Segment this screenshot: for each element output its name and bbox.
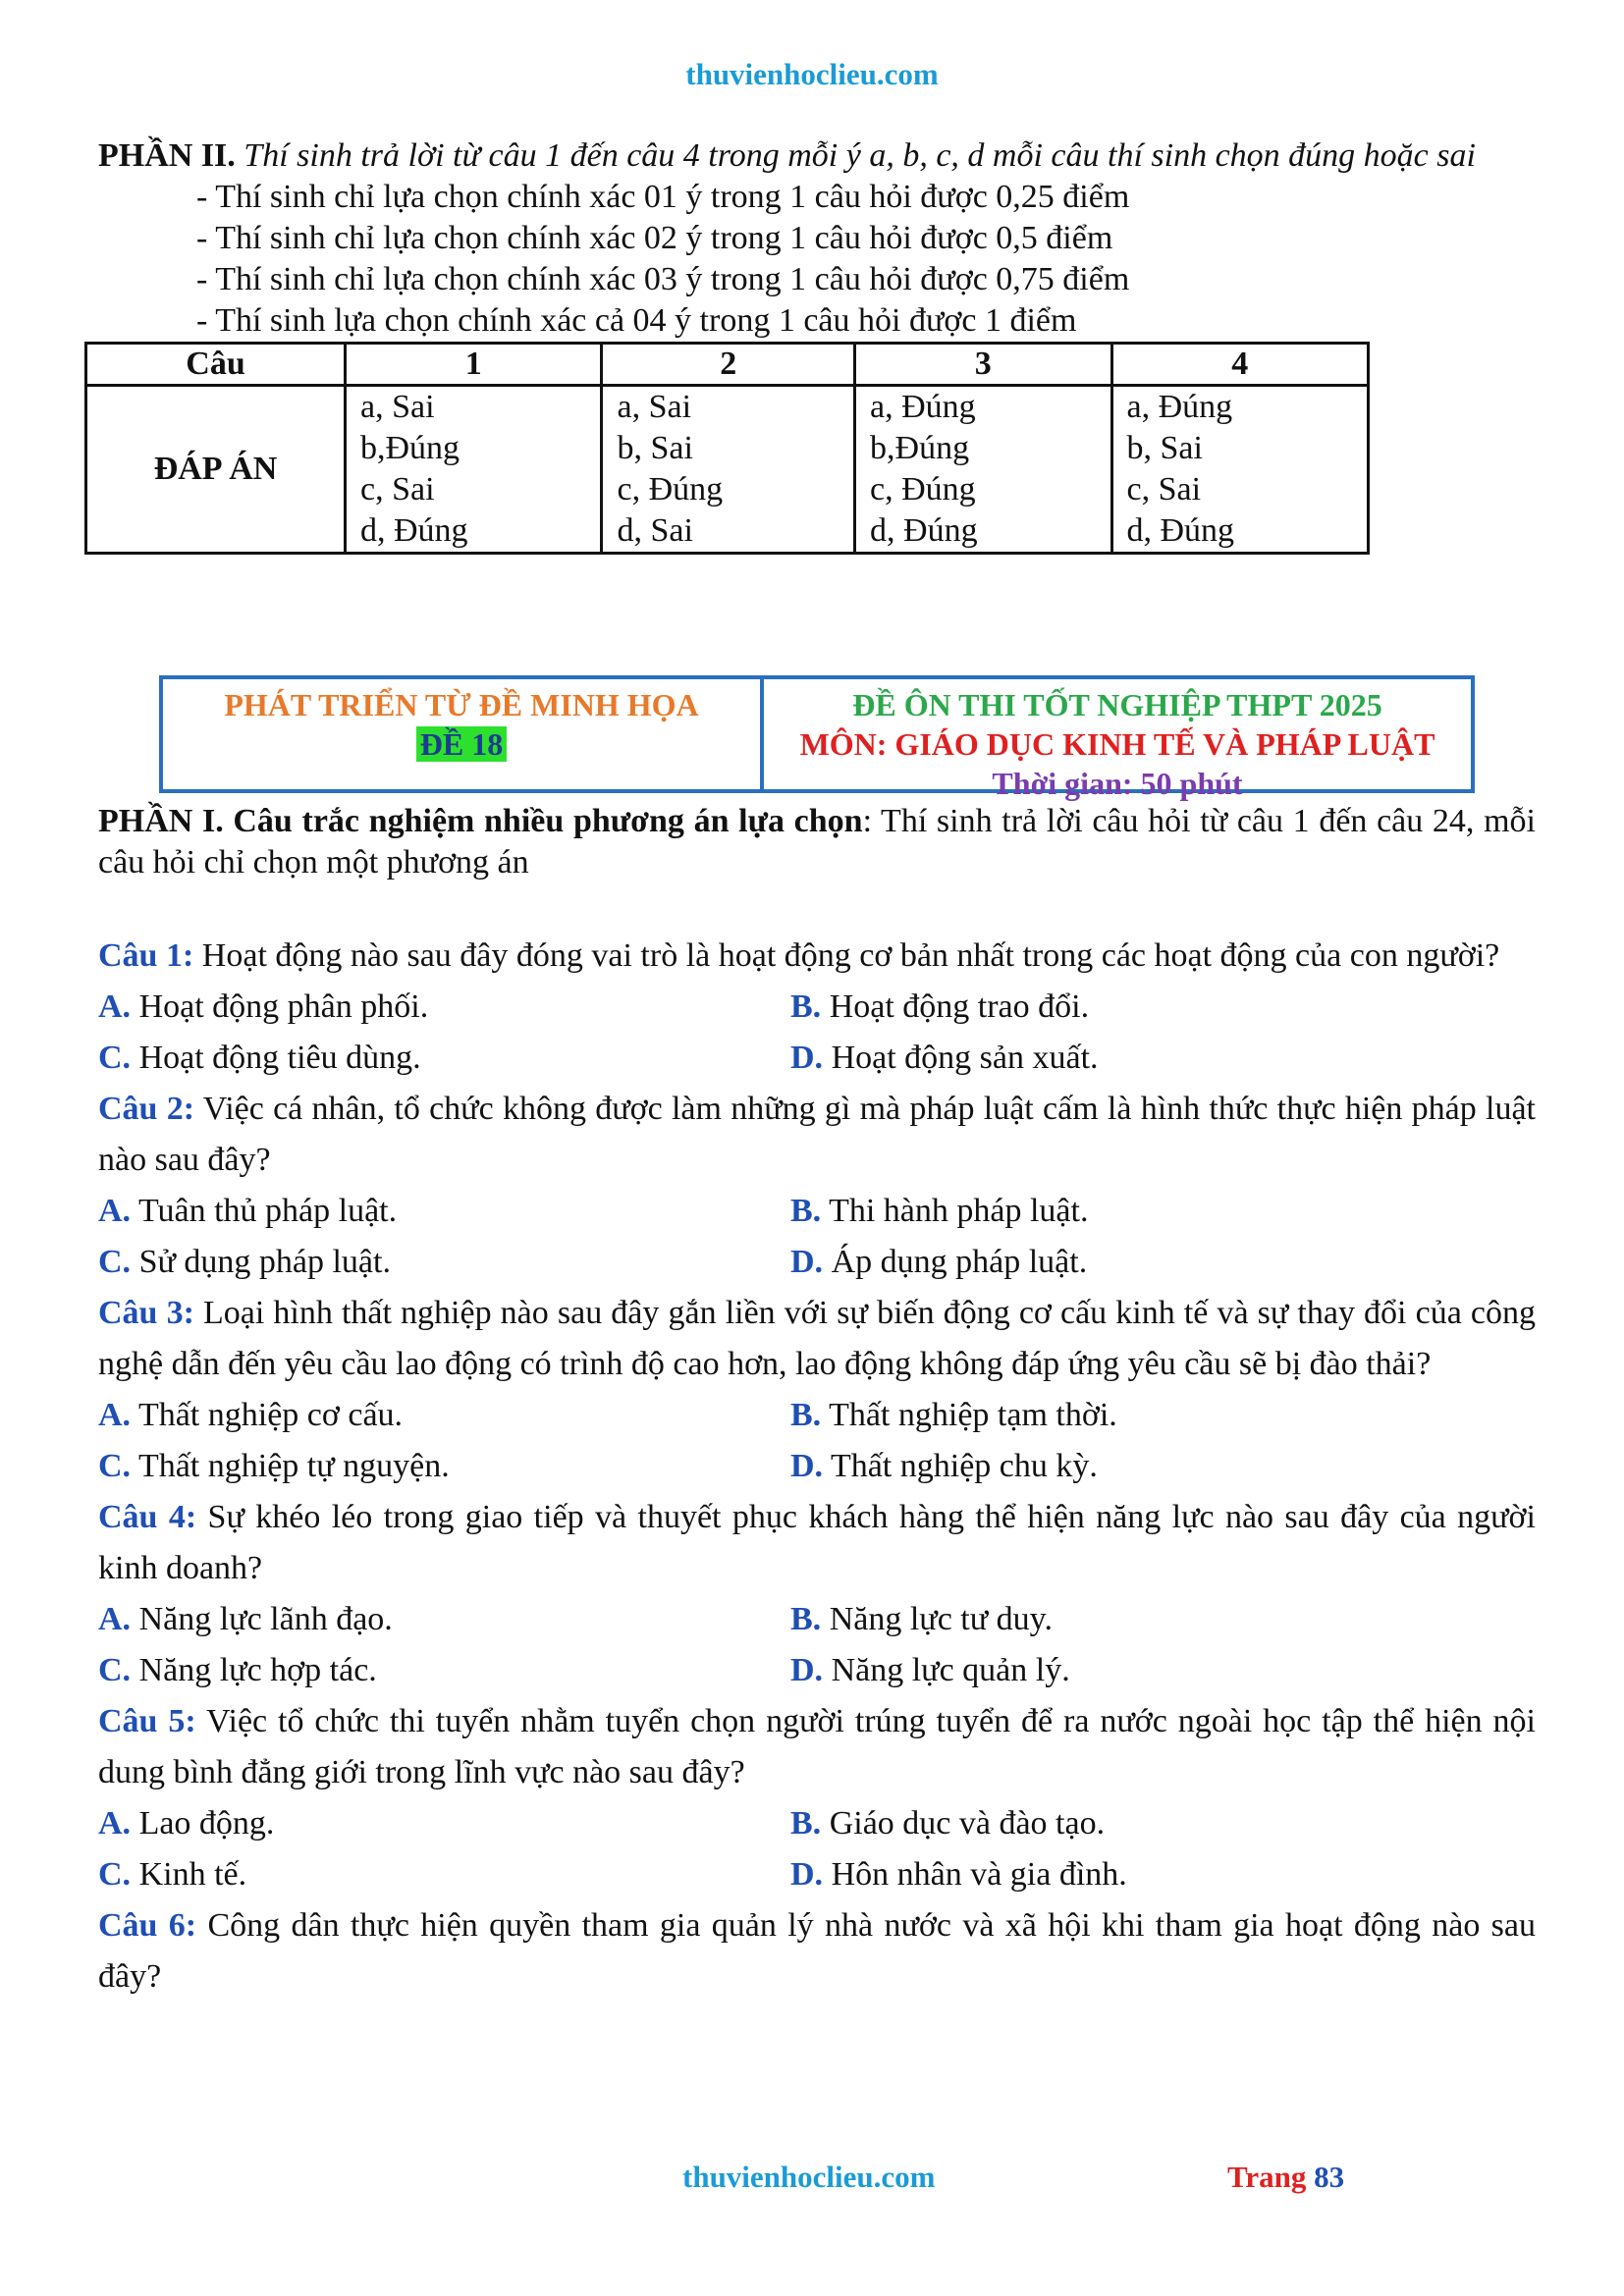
answer-item: a, Sai — [360, 389, 435, 425]
answer-option[interactable] — [790, 1237, 1483, 1288]
option-letter: B. — [790, 988, 822, 1025]
answer-option[interactable] — [98, 1237, 790, 1288]
answer-option[interactable] — [98, 1849, 790, 1900]
answer-table-header — [86, 344, 1369, 386]
answer-option[interactable] — [790, 1594, 1483, 1645]
answer-option[interactable] — [790, 1390, 1483, 1441]
option-letter: B. — [790, 1601, 822, 1637]
option-letter: C. — [98, 1244, 132, 1280]
part2-title-bold: PHẦN II. — [98, 137, 236, 174]
exam-title: ĐỀ ÔN THI TỐT NGHIỆP THPT 2025 — [852, 687, 1382, 722]
option-text: Thất nghiệp tạm thời. — [821, 1397, 1117, 1433]
header-col: 4 — [1111, 344, 1369, 386]
question-text — [98, 1084, 1536, 1186]
option-letter: B. — [790, 1805, 822, 1842]
question-text — [98, 1696, 1536, 1798]
question-list — [98, 931, 1536, 2002]
question-item — [98, 931, 1536, 1084]
question-item — [98, 1696, 1536, 1900]
exam-info — [764, 679, 1471, 801]
option-text: Thất nghiệp cơ cấu. — [131, 1397, 404, 1433]
part2-title-italic: Thí sinh trả lời từ câu 1 đến câu 4 trong mỗi ý a, b, c, d mỗi câu thí sinh chọn đúng hoặc sai — [244, 137, 1476, 174]
question-text — [98, 1900, 1536, 2002]
scoring-rule: - Thí sinh lựa chọn chính xác cả 04 ý trong 1 câu hỏi được 1 điểm — [196, 302, 1077, 339]
answer-option[interactable] — [98, 1186, 790, 1237]
part2-title — [98, 135, 1536, 177]
option-text: Năng lực lãnh đạo. — [131, 1601, 393, 1637]
part1-intro — [98, 801, 1536, 883]
answer-option[interactable] — [790, 1186, 1483, 1237]
option-row — [98, 1033, 1536, 1084]
option-text: Năng lực quản lý. — [823, 1652, 1070, 1688]
option-text: Thi hành pháp luật. — [821, 1193, 1089, 1229]
question-item — [98, 1492, 1536, 1696]
option-letter: D. — [790, 1244, 824, 1280]
option-letter: D. — [790, 1448, 824, 1484]
option-letter: A. — [98, 1805, 132, 1842]
answer-option[interactable] — [98, 1798, 790, 1849]
option-text: Sử dụng pháp luật. — [131, 1244, 391, 1280]
option-text: Hôn nhân và gia đình. — [823, 1856, 1127, 1893]
option-text: Thất nghiệp chu kỳ. — [823, 1448, 1098, 1484]
answer-item: b,Đúng — [360, 430, 460, 466]
answer-option[interactable] — [98, 1645, 790, 1696]
option-letter: D. — [790, 1040, 824, 1076]
answer-item: a, Đúng — [870, 389, 976, 425]
answer-item: d, Đúng — [1126, 512, 1235, 549]
exam-header-box — [159, 675, 1475, 801]
question-label: Câu 5: — [98, 1703, 196, 1739]
answer-item: d, Sai — [617, 512, 693, 549]
question-label: Câu 3: — [98, 1295, 194, 1331]
option-text: Kinh tế. — [131, 1856, 247, 1893]
option-letter: A. — [98, 1601, 132, 1637]
exam-subject: MÔN: GIÁO DỤC KINH TẾ VÀ PHÁP LUẬT — [799, 726, 1435, 762]
option-letter: B. — [790, 1397, 822, 1433]
answer-option[interactable] — [98, 1594, 790, 1645]
answer-table-row — [86, 386, 1369, 554]
answer-item: d, Đúng — [360, 512, 468, 549]
answer-item: a, Sai — [617, 389, 692, 425]
option-row — [98, 1594, 1536, 1645]
page-word: Trang — [1227, 2160, 1307, 2194]
option-text: Thất nghiệp tự nguyện. — [131, 1448, 450, 1484]
answer-item: c, Sai — [1126, 471, 1202, 507]
question-label: Câu 4: — [98, 1499, 197, 1535]
option-row — [98, 1849, 1536, 1900]
answer-item: b,Đúng — [870, 430, 970, 466]
exam-number: ĐỀ 18 — [416, 726, 507, 762]
option-text: Giáo dục và đào tạo. — [821, 1805, 1106, 1842]
part2-section — [98, 135, 1536, 555]
scoring-rule: - Thí sinh chỉ lựa chọn chính xác 02 ý trong 1 câu hỏi được 0,5 điểm — [196, 220, 1113, 256]
scoring-rule: - Thí sinh chỉ lựa chọn chính xác 03 ý trong 1 câu hỏi được 0,75 điểm — [196, 261, 1130, 297]
question-text — [98, 931, 1536, 982]
header-col: 3 — [855, 344, 1111, 386]
option-letter: A. — [98, 1397, 132, 1433]
question-item — [98, 1288, 1536, 1492]
option-letter: A. — [98, 988, 132, 1025]
option-letter: C. — [98, 1448, 132, 1484]
part1-intro-bold: PHẦN I. Câu trắc nghiệm nhiều phương án lựa chọn — [98, 803, 863, 839]
answer-cell — [1111, 386, 1369, 554]
answer-option[interactable] — [790, 1033, 1483, 1084]
exam-source — [163, 679, 764, 789]
exam-source-title: PHÁT TRIỂN TỪ ĐỀ MINH HỌA — [224, 687, 699, 722]
question-body: Loại hình thất nghiệp nào sau đây gắn liền với sự biến động cơ cấu kinh tế và sự thay đổi của công nghệ dẫn đến yêu cầu lao động có trình độ cao hơn, lao động không đáp ứng yêu cầu sẽ bị đào thải? — [98, 1295, 1536, 1382]
question-label: Câu 2: — [98, 1091, 195, 1127]
header-col: 1 — [346, 344, 602, 386]
answer-cell — [855, 386, 1111, 554]
answer-option[interactable] — [790, 1441, 1483, 1492]
scoring-rule: - Thí sinh chỉ lựa chọn chính xác 01 ý trong 1 câu hỏi được 0,25 điểm — [196, 179, 1130, 215]
option-row — [98, 982, 1536, 1033]
question-text — [98, 1492, 1536, 1594]
question-body: Hoạt động nào sau đây đóng vai trò là hoạt động cơ bản nhất trong các hoạt động của con người? — [193, 937, 1500, 974]
answer-cell — [346, 386, 602, 554]
answer-option[interactable] — [98, 1390, 790, 1441]
answer-cell — [602, 386, 855, 554]
answer-option[interactable] — [98, 1033, 790, 1084]
question-body: Công dân thực hiện quyền tham gia quản lý nhà nước và xã hội khi tham gia hoạt động nào sau đây? — [98, 1907, 1536, 1995]
option-row — [98, 1186, 1536, 1237]
option-row — [98, 1798, 1536, 1849]
question-body: Việc tổ chức thi tuyển nhằm tuyển chọn người trúng tuyển để ra nước ngoài học tập thể hiện nội dung bình đẳng giới trong lĩnh vực nào sau đây? — [98, 1703, 1536, 1790]
option-text: Năng lực tư duy. — [821, 1601, 1053, 1637]
answer-item: d, Đúng — [870, 512, 978, 549]
answer-option[interactable] — [98, 1441, 790, 1492]
answer-option[interactable] — [790, 1798, 1483, 1849]
option-letter: D. — [790, 1856, 824, 1893]
question-body: Việc cá nhân, tổ chức không được làm những gì mà pháp luật cấm là hình thức thực hiện pháp luật nào sau đây? — [98, 1091, 1536, 1178]
question-text — [98, 1288, 1536, 1390]
option-letter: A. — [98, 1193, 132, 1229]
answer-item: b, Sai — [617, 430, 693, 466]
answer-item: c, Sai — [360, 471, 435, 507]
option-text: Áp dụng pháp luật. — [823, 1244, 1088, 1280]
question-item — [98, 1900, 1536, 2002]
site-header-link[interactable]: thuvienhoclieu.com — [685, 57, 939, 91]
option-text: Hoạt động phân phối. — [131, 988, 429, 1025]
option-letter: D. — [790, 1652, 824, 1688]
option-text: Hoạt động sản xuất. — [823, 1040, 1099, 1076]
option-text: Năng lực hợp tác. — [131, 1652, 377, 1688]
row-label: ĐÁP ÁN — [86, 386, 346, 554]
option-row — [98, 1645, 1536, 1696]
page-number — [1227, 2160, 1344, 2195]
header-col: 2 — [602, 344, 855, 386]
answer-item: a, Đúng — [1126, 389, 1233, 425]
option-text: Hoạt động tiêu dùng. — [131, 1040, 421, 1076]
part1-section — [98, 801, 1536, 2002]
option-letter: B. — [790, 1193, 822, 1229]
question-item — [98, 1084, 1536, 1288]
page-num: 83 — [1314, 2160, 1345, 2194]
option-row — [98, 1237, 1536, 1288]
answer-item: b, Sai — [1126, 430, 1203, 466]
footer-site-link[interactable]: thuvienhoclieu.com — [682, 2160, 936, 2194]
option-letter: C. — [98, 1040, 132, 1076]
answer-option[interactable] — [98, 982, 790, 1033]
answer-table — [84, 342, 1370, 555]
option-letter: C. — [98, 1652, 132, 1688]
answer-option[interactable] — [790, 1645, 1483, 1696]
option-row — [98, 1441, 1536, 1492]
answer-item: c, Đúng — [870, 471, 976, 507]
question-body: Sự khéo léo trong giao tiếp và thuyết phục khách hàng thể hiện năng lực nào sau đây của người kinh doanh? — [98, 1499, 1536, 1586]
question-label: Câu 6: — [98, 1907, 197, 1944]
question-label: Câu 1: — [98, 937, 194, 974]
option-text: Tuân thủ pháp luật. — [131, 1193, 398, 1229]
option-letter: C. — [98, 1856, 132, 1893]
option-text: Hoạt động trao đổi. — [821, 988, 1090, 1025]
exam-duration: Thời gian: 50 phút — [992, 766, 1243, 801]
answer-option[interactable] — [790, 982, 1483, 1033]
header-label: Câu — [86, 344, 346, 386]
part1-intro-text: : Thí sinh trả lời câu hỏi từ câu 1 đến câu 24, mỗi câu hỏi chỉ chọn một phương án — [98, 803, 1536, 881]
option-row — [98, 1390, 1536, 1441]
answer-option[interactable] — [790, 1849, 1483, 1900]
option-text: Lao động. — [131, 1805, 275, 1842]
answer-item: c, Đúng — [617, 471, 724, 507]
